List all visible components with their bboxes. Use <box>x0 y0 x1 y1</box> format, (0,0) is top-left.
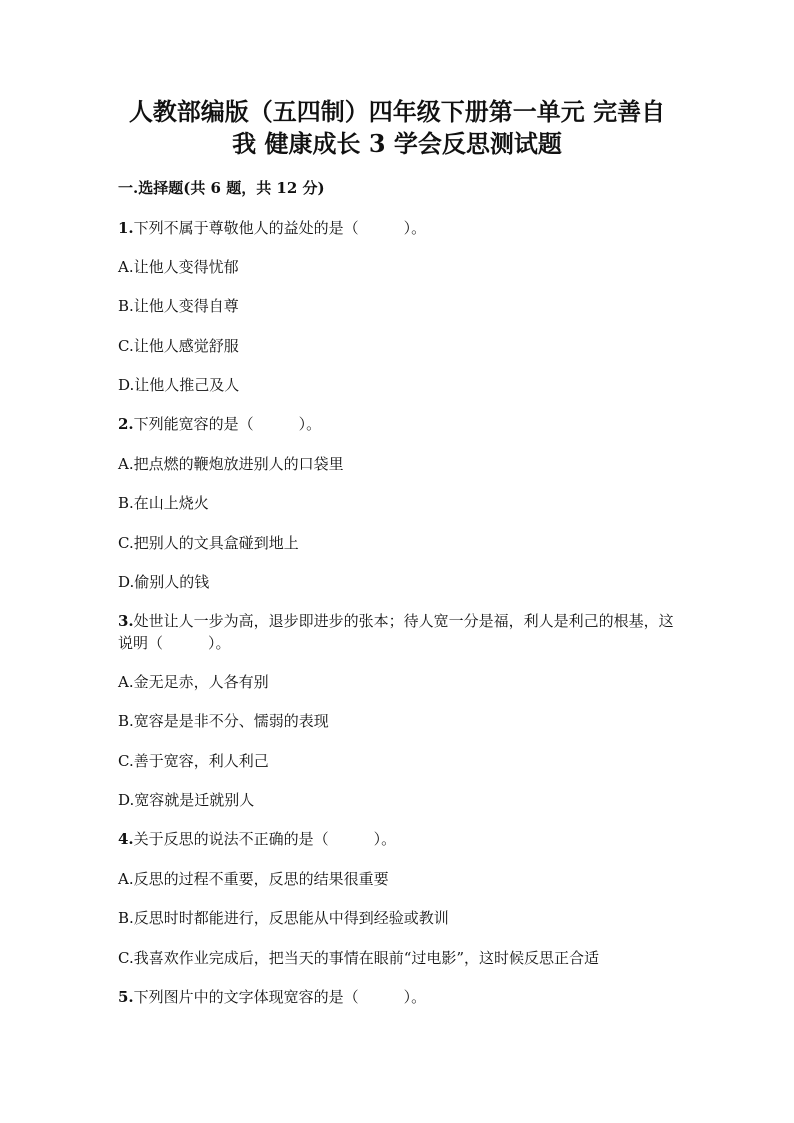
question-3-option-d: D.宽容就是迁就别人 <box>118 791 255 809</box>
question-3-option-b: B.宽容是是非不分、懦弱的表现 <box>118 712 329 730</box>
question-2-option-a: A.把点燃的鞭炮放进别人的口袋里 <box>118 455 344 473</box>
question-3-option-c: C.善于宽容，利人利己 <box>118 752 269 770</box>
question-4-option-c: C.我喜欢作业完成后，把当天的事情在眼前“过电影”，这时候反思正合适 <box>118 949 600 967</box>
question-2-option-b: B.在山上烧火 <box>118 494 209 512</box>
question-1-option-a: A.让他人变得忧郁 <box>118 258 239 276</box>
document-title-line-1: 人教部编版（五四制）四年级下册第一单元 完善自 <box>128 97 666 126</box>
question-number: 3. <box>118 612 134 630</box>
question-number: 5. <box>118 988 134 1006</box>
question-4-option-b: B.反思时时都能进行，反思能从中得到经验或教训 <box>118 909 449 927</box>
question-text: 处世让人一步为高，退步即进步的张本；待人宽一分是福，利人是利己的根基，这说明（ ）。 <box>118 612 674 652</box>
question-text: 下列不属于尊敬他人的益处的是（ ）。 <box>133 219 427 237</box>
section-heading: 一.选择题(共 6 题，共 12 分) <box>118 179 325 197</box>
question-1-option-b: B.让他人变得自尊 <box>118 297 239 315</box>
question-1 <box>118 217 426 239</box>
question-3 <box>118 610 678 654</box>
document-title-line-2: 我 健康成长 3 学会反思测试题 <box>232 129 562 158</box>
question-1-option-c: C.让他人感觉舒服 <box>118 337 239 355</box>
question-number: 2. <box>118 415 134 433</box>
question-text: 下列图片中的文字体现宽容的是（ ）。 <box>133 988 427 1006</box>
question-1-option-d: D.让他人推己及人 <box>118 376 240 394</box>
question-text: 下列能宽容的是（ ）。 <box>133 415 322 433</box>
question-4 <box>118 828 396 850</box>
question-text: 关于反思的说法不正确的是（ ）。 <box>133 830 397 848</box>
question-4-option-a: A.反思的过程不重要，反思的结果很重要 <box>118 870 389 888</box>
question-5 <box>118 986 426 1008</box>
question-number: 1. <box>118 219 134 237</box>
question-number: 4. <box>118 830 134 848</box>
question-3-option-a: A.金无足赤，人各有别 <box>118 673 269 691</box>
question-2-option-d: D.偷别人的钱 <box>118 573 210 591</box>
question-2-option-c: C.把别人的文具盒碰到地上 <box>118 534 299 552</box>
question-2 <box>118 413 321 435</box>
